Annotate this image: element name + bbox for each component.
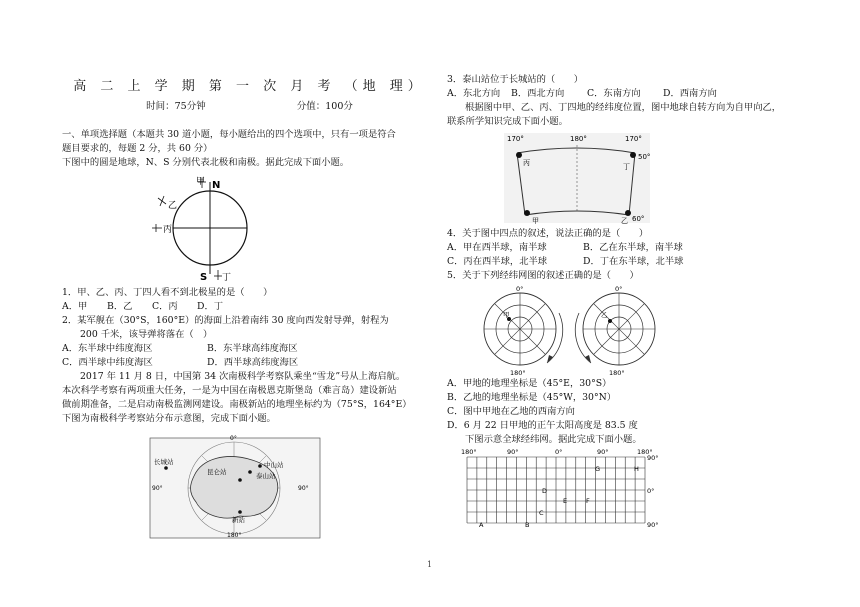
q2-options-row1 xyxy=(62,342,437,356)
point-ding: 丁 xyxy=(623,163,630,171)
polar-right-top: 0° xyxy=(615,285,623,293)
figure-graticule-segment xyxy=(447,129,847,227)
passage-line-1: 2017 年 11 月 8 日，中国第 34 次南极科学考察队乘坐“雪龙”号从上海启航。 xyxy=(80,371,406,382)
passage3-line-1: 下图示意全球经纬网。据此完成下面小题。 xyxy=(465,434,642,445)
q4-option-b: B．乙在东半球，南半球 xyxy=(583,242,683,253)
q1-text: 1．甲、乙、丙、丁四人看不到北极星的是（ ） xyxy=(62,287,273,298)
q1-option-a: A．甲 xyxy=(62,301,88,312)
q5-option-c: C．图中甲地在乙地的西南方向 xyxy=(447,406,575,417)
q5-option-b: B．乙地的地理坐标是（45°W，30°N） xyxy=(447,392,617,403)
grid-point-G: G xyxy=(595,465,601,473)
figure-antarctica xyxy=(62,430,437,540)
graticule-segment xyxy=(447,129,847,227)
q1-options xyxy=(62,300,437,314)
q4-options-row2 xyxy=(447,255,847,269)
earth-diagram xyxy=(62,170,437,286)
q5-option-d: D．6 月 22 日甲地的正午太阳高度是 83.5 度 xyxy=(447,420,638,431)
passage-line-2: 本次科学考察有两项重大任务，一是为中国在南极恩克斯堡岛（难言岛）建设新站 xyxy=(62,385,397,396)
q3-option-d: D．西南方向 xyxy=(663,88,717,99)
lon-170-left: 170° xyxy=(507,135,524,143)
q2-text-2: 200 千米，该导弹将落在（ ） xyxy=(80,329,213,340)
lat-50: 50° xyxy=(638,153,651,161)
point-yi: 乙 xyxy=(621,217,628,225)
grid-top-90-right: 90° xyxy=(597,448,609,456)
point-bing: 丙 xyxy=(523,159,530,167)
figure-world-grid xyxy=(447,447,847,529)
person-ding xyxy=(214,270,222,280)
exam-time: 时间：75分钟 xyxy=(146,101,206,112)
grid-top-180-right: 180° xyxy=(637,448,653,456)
right-column xyxy=(447,73,847,529)
label-S: S xyxy=(200,272,208,283)
grid-point-H: H xyxy=(634,465,639,473)
grid-top-180-left: 180° xyxy=(461,448,477,456)
station-changcheng: 长城站 xyxy=(154,458,174,466)
polar-left-jia: 甲 xyxy=(503,311,510,319)
passage2-line-2: 联系所学知识完成下面小题。 xyxy=(447,116,568,127)
grid-point-B: B xyxy=(525,521,530,529)
q1-option-c: C．丙 xyxy=(152,301,178,312)
polar-right-yi: 乙 xyxy=(601,311,608,319)
passage-line-3: 做前期准备，二是启动南极监测网建设。南极新站的地理坐标约为（75°S，164°E） xyxy=(62,399,412,410)
polar-right-bottom: 180° xyxy=(609,369,625,377)
lat-60: 60° xyxy=(632,215,645,223)
map-label-bottom: 180° xyxy=(227,532,242,539)
grid-top-0: 0° xyxy=(555,448,563,456)
grid-point-D: D xyxy=(542,487,548,495)
section-intro: 下图中的圆是地球，N、S 分别代表北极和南极。据此完成下面小题。 xyxy=(62,157,350,168)
figure-earth-circle xyxy=(62,170,437,286)
person-yi xyxy=(158,196,166,206)
q5-text: 5．关于下列经纬网图的叙述正确的是（ ） xyxy=(447,270,639,281)
q4-option-d: D．丁在东半球，北半球 xyxy=(583,256,684,267)
q4-options-row1 xyxy=(447,241,847,255)
exam-title: 高 二 上 学 期 第 一 次 月 考 （地 理） xyxy=(73,79,426,94)
exam-score: 分值：100分 xyxy=(296,101,353,112)
grid-point-C: C xyxy=(539,509,544,517)
label-jia: 甲 xyxy=(196,177,206,187)
station-taishan: 泰山站 xyxy=(256,472,276,480)
q4-text: 4．关于图中四点的叙述，说法正确的是（ ） xyxy=(447,228,649,239)
polar-left-top: 0° xyxy=(516,285,524,293)
label-bing: 丙 xyxy=(163,225,173,235)
polar-graticules xyxy=(447,283,847,377)
world-grid xyxy=(447,447,847,529)
label-yi: 乙 xyxy=(168,201,178,211)
q2-option-a: A．东半球中纬度海区 xyxy=(62,343,153,354)
q1-option-d: D．丁 xyxy=(197,301,224,312)
figure-polar-graticules xyxy=(447,283,847,377)
label-N: N xyxy=(212,180,221,191)
exam-meta xyxy=(62,100,437,114)
passage2-line-1: 根据图中甲、乙、丙、丁四地的经纬度位置，图中地球自转方向为自甲向乙， xyxy=(465,102,782,113)
lon-180: 180° xyxy=(570,135,587,143)
grid-top-90-left: 90° xyxy=(507,448,519,456)
station-kunlun: 昆仑站 xyxy=(207,468,227,476)
q2-option-b: B．东半球高纬度海区 xyxy=(207,343,298,354)
person-bing xyxy=(152,224,162,232)
q3-options xyxy=(447,87,847,101)
label-ding: 丁 xyxy=(222,273,232,283)
grid-point-F: F xyxy=(586,497,590,505)
station-xinzhan: 新站 xyxy=(232,516,245,524)
grid-right-0: 0° xyxy=(647,487,655,495)
map-label-top: 0° xyxy=(230,435,237,442)
q3-option-a: A．东北方向 xyxy=(447,88,501,99)
q2-options-row2 xyxy=(62,356,437,370)
page-number: 1 xyxy=(427,560,433,569)
q4-option-c: C．丙在西半球，北半球 xyxy=(447,256,548,267)
q2-text: 2．某军舰在（30°S，160°E）的海面上沿着南纬 30 度向西发射导弹，射程为 xyxy=(62,315,389,326)
map-label-right: 90° xyxy=(298,485,309,492)
q3-option-c: C．东南方向 xyxy=(587,88,641,99)
grid-right-90-top: 90° xyxy=(647,454,659,462)
polar-right xyxy=(575,285,655,377)
q1-option-b: B．乙 xyxy=(107,301,133,312)
grid-point-E: E xyxy=(563,497,568,505)
passage-line-4: 下图为南极科学考察站分布示意图，完成下面小题。 xyxy=(62,413,276,424)
section-heading-2: 题目要求的，每题 2 分，共 60 分） xyxy=(62,143,213,154)
station-zhongshan: 中山站 xyxy=(264,461,284,469)
grid-point-A: A xyxy=(479,521,484,529)
polar-left xyxy=(484,285,563,377)
q2-option-d: D．西半球高纬度海区 xyxy=(207,357,299,368)
point-jia: 甲 xyxy=(532,217,539,225)
section-heading: 一、单项选择题（本题共 30 道小题，每小题给出的四个选项中，只有一项是符合 xyxy=(62,129,396,140)
q4-option-a: A．甲在西半球，南半球 xyxy=(447,242,547,253)
grid-right-90-bottom: 90° xyxy=(647,521,659,529)
antarctica-map xyxy=(62,430,437,540)
lon-170-right: 170° xyxy=(625,135,642,143)
left-column xyxy=(62,78,437,540)
q3-option-b: B．西北方向 xyxy=(511,88,565,99)
q3-text: 3．泰山站位于长城站的（ ） xyxy=(447,74,584,85)
q2-option-c: C．西半球中纬度海区 xyxy=(62,357,153,368)
polar-left-bottom: 180° xyxy=(510,369,526,377)
q5-option-a: A．甲地的地理坐标是（45°E，30°S） xyxy=(447,378,612,389)
map-label-left: 90° xyxy=(152,485,163,492)
